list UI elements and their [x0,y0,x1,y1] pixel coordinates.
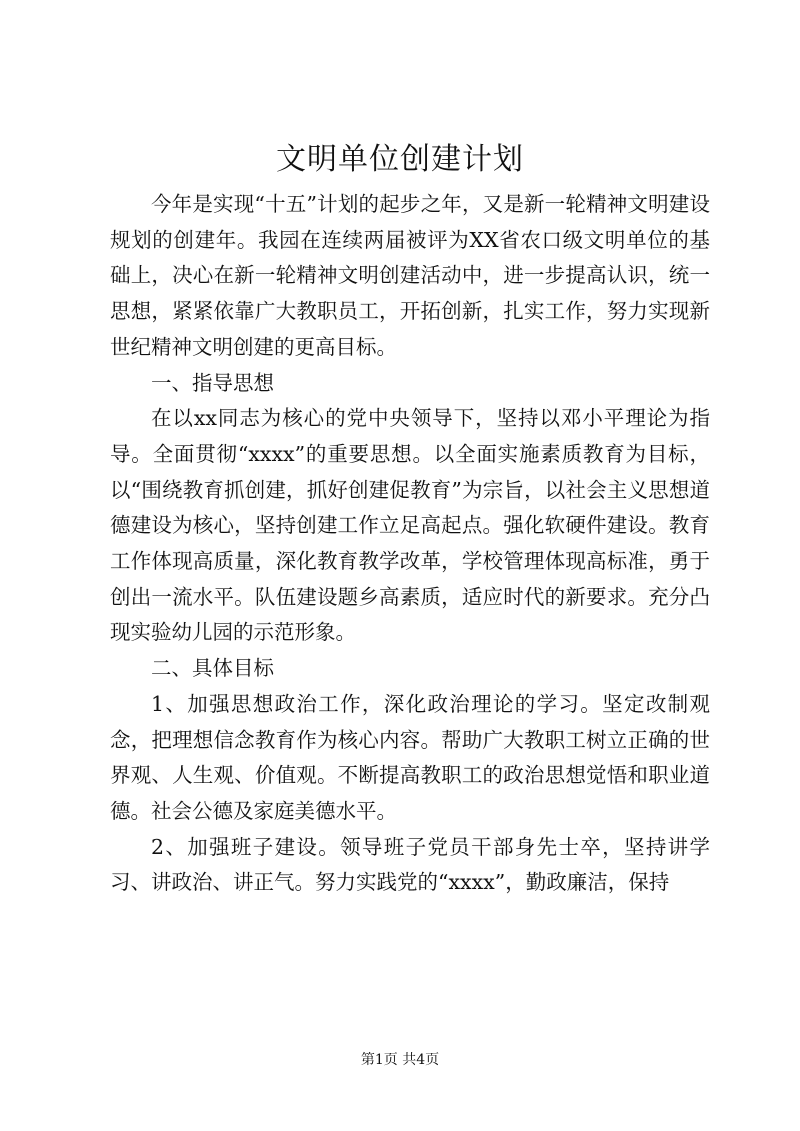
document-title: 文明单位创建计划 [276,142,524,177]
page-footer: 第1页 共4页 [360,1052,440,1068]
section-heading-specific-goals: 二、具体目标 [151,656,274,681]
document-body [110,187,710,901]
paragraph-goal-1: 1、加强思想政治工作，深化政治理论的学习。坚定改制观念，把理想信念教育作为核心内容。帮助广大教职工树立正确的世界观、人生观、价值观。不断提高教职工的政治思想觉悟和职业道德。社会公德及家庭美德水平。 [110,691,710,823]
paragraph-guiding-ideology: 在以xx同志为核心的党中央领导下，坚持以邓小平理论为指导。全面贯彻“xxxx”的重要思想。以全面实施素质教育为目标，以“围绕教育抓创建，抓好创建促教育”为宗旨，以社会主义思想道德建设为核心，坚持创建工作立足高起点。强化软硬件建设。教育工作体现高质量，深化教育教学改革，学校管理体现高标准，勇于创出一流水平。队伍建设题乡高素质，适应时代的新要求。充分凸现实验幼儿园的示范形象。 [110,406,710,645]
section-heading-guiding-ideology: 一、指导思想 [151,370,274,395]
paragraph-intro: 今年是实现“十五”计划的起步之年，又是新一轮精神文明建设规划的创建年。我园在连续两届被评为XX省农口级文明单位的基础上，决心在新一轮精神文明创建活动中，进一步提高认识，统一思想，紧紧依靠广大教职员工，开拓创新，扎实工作，努力实现新世纪精神文明创建的更高目标。 [110,192,710,359]
paragraph-goal-2: 2、加强班子建设。领导班子党员干部身先士卒，坚持讲学习、讲政治、讲正气。努力实践党的“xxxx”，勤政廉洁，保持 [110,834,710,895]
